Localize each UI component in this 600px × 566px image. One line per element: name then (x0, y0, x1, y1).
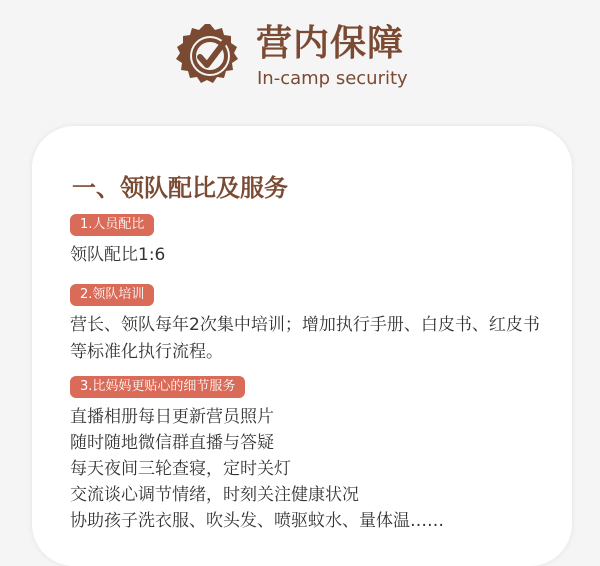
training-text-line-2: 等标准化执行流程。 (70, 342, 223, 362)
care-text-line-3: 每天夜间三轮查寝，定时关灯 (70, 459, 291, 479)
content-card (32, 126, 572, 566)
tag-training: 2.领队培训 (70, 284, 154, 306)
care-text-line-5: 协助孩子洗衣服、吹头发、喷驱蚊水、量体温…… (70, 511, 444, 531)
header (0, 0, 600, 120)
training-text-line-1: 营长、领队每年2次集中培训；增加执行手册、白皮书、红皮书 (70, 315, 540, 335)
page-title: 营内保障 (256, 23, 405, 64)
care-text-line-1: 直播相册每日更新营员照片 (70, 407, 274, 427)
care-text-line-2: 随时随地微信群直播与答疑 (70, 433, 274, 453)
staff-ratio-text: 领队配比1:6 (70, 245, 166, 265)
tag-staff-ratio: 1.人员配比 (70, 214, 154, 236)
page-subtitle: In-camp security (257, 68, 408, 89)
tag-care-services: 3.比妈妈更贴心的细节服务 (70, 376, 245, 398)
badge-check-icon (176, 22, 244, 90)
care-text-line-4: 交流谈心调节情绪，时刻关注健康状况 (70, 485, 359, 505)
section-title: 一、领队配比及服务 (72, 174, 288, 202)
